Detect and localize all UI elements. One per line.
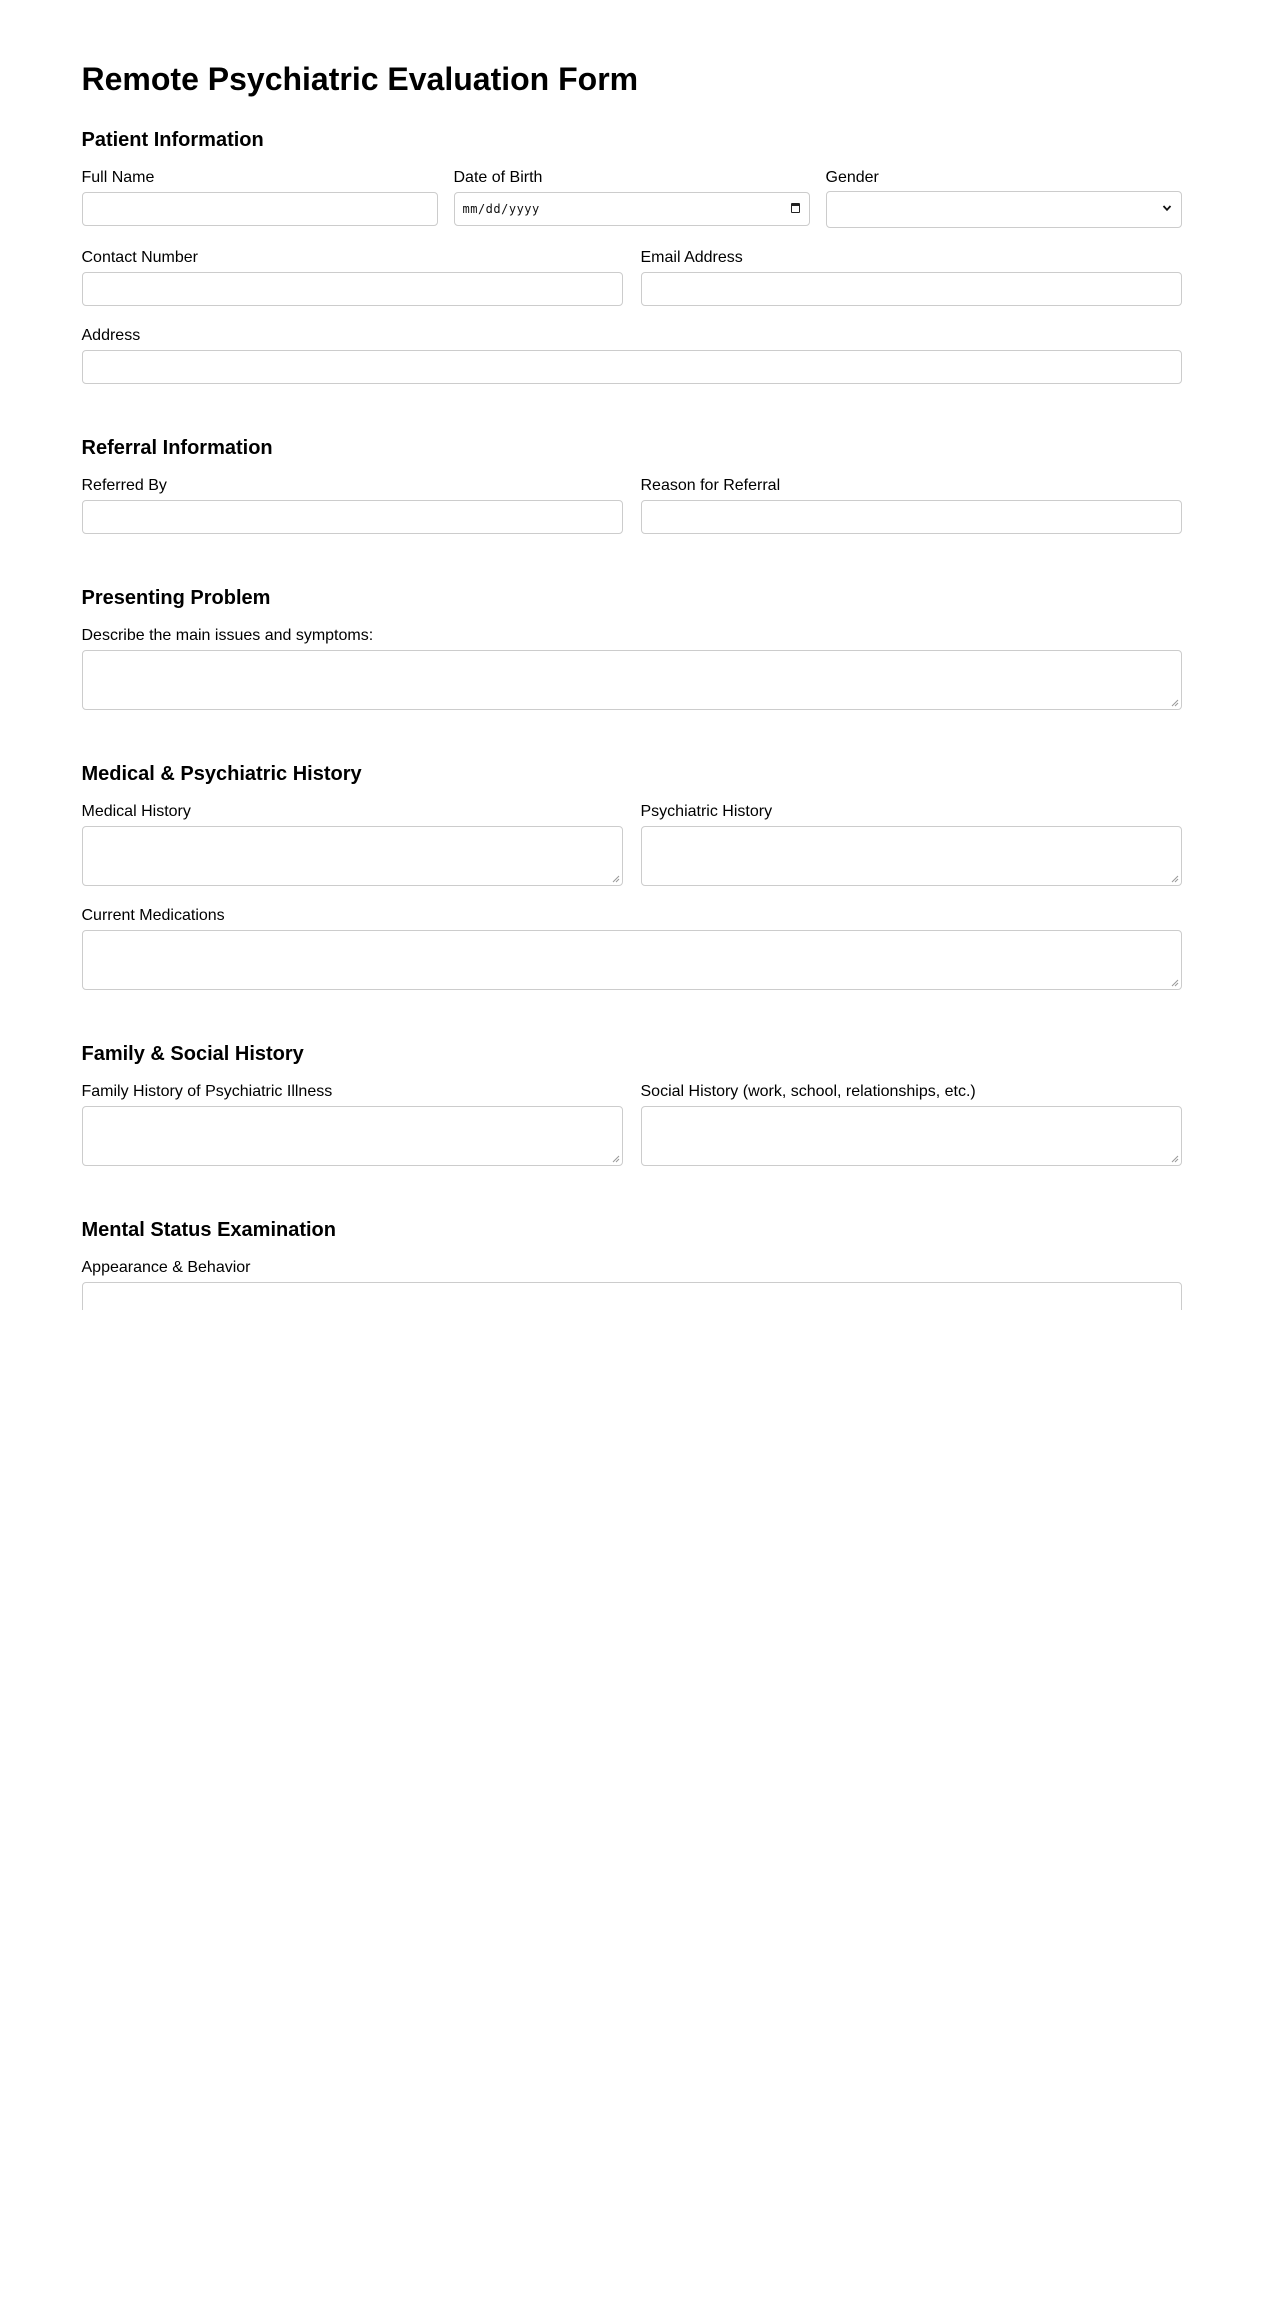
appearance-behavior-label: Appearance & Behavior (81, 1259, 251, 1276)
family-history-group (82, 1082, 623, 1166)
form-row (82, 248, 1182, 326)
presenting-problem-textarea[interactable] (82, 650, 1182, 710)
calendar-icon[interactable] (791, 203, 800, 213)
referred-by-input[interactable] (82, 500, 623, 534)
date-placeholder: mm/dd/yyyy (462, 202, 540, 216)
section-heading: Referral Information (81, 437, 273, 459)
form-row (82, 326, 1182, 404)
resize-grip-icon[interactable] (1171, 699, 1179, 707)
resize-grip-icon[interactable] (1171, 875, 1179, 883)
reason-for-referral-input[interactable] (641, 500, 1182, 534)
section-heading: Mental Status Examination (81, 1219, 336, 1241)
section-heading: Family & Social History (81, 1043, 304, 1065)
section-patient-information (82, 128, 1182, 404)
family-history-textarea[interactable] (82, 1106, 623, 1166)
presenting-problem-label: Describe the main issues and symptoms: (81, 627, 374, 644)
gender-select[interactable] (826, 191, 1182, 228)
resize-grip-icon[interactable] (612, 875, 620, 883)
section-mental-status-examination (82, 1218, 1182, 1310)
reason-for-referral-label: Reason for Referral (640, 477, 781, 494)
section-family-social-history (82, 1042, 1182, 1186)
address-group (82, 326, 1182, 384)
full-name-group (82, 168, 438, 228)
section-medical-psychiatric-history (82, 762, 1182, 1010)
address-label: Address (81, 327, 141, 344)
form-row (82, 1082, 1182, 1186)
email-address-group (641, 248, 1182, 306)
contact-number-label: Contact Number (81, 249, 198, 266)
contact-number-input[interactable] (82, 272, 623, 306)
email-address-label: Email Address (640, 249, 743, 266)
current-medications-textarea[interactable] (82, 930, 1182, 990)
resize-grip-icon[interactable] (1171, 1155, 1179, 1163)
medical-history-label: Medical History (81, 803, 191, 820)
gender-group (826, 168, 1182, 228)
family-history-label: Family History of Psychiatric Illness (81, 1083, 333, 1100)
medical-history-textarea[interactable] (82, 826, 623, 886)
form-row (82, 626, 1182, 730)
appearance-behavior-group (82, 1258, 1182, 1310)
referred-by-label: Referred By (81, 477, 167, 494)
date-of-birth-group (454, 168, 810, 228)
section-referral-information (82, 436, 1182, 554)
form-container (82, 0, 1182, 1310)
referred-by-group (82, 476, 623, 534)
section-presenting-problem (82, 586, 1182, 730)
section-heading: Presenting Problem (81, 587, 271, 609)
contact-number-group (82, 248, 623, 306)
reason-for-referral-group (641, 476, 1182, 534)
gender-label: Gender (825, 169, 879, 186)
psychiatric-history-textarea[interactable] (641, 826, 1182, 886)
address-input[interactable] (82, 350, 1182, 384)
page-title: Remote Psychiatric Evaluation Form (81, 61, 639, 97)
form-row (82, 476, 1182, 554)
appearance-behavior-textarea[interactable] (82, 1282, 1182, 1310)
current-medications-label: Current Medications (81, 907, 225, 924)
form-row (82, 906, 1182, 1010)
form-row (82, 1258, 1182, 1310)
presenting-problem-group (82, 626, 1182, 710)
social-history-label: Social History (work, school, relationships, etc.) (640, 1083, 976, 1100)
section-heading: Medical & Psychiatric History (81, 763, 362, 785)
resize-grip-icon[interactable] (1171, 979, 1179, 987)
social-history-textarea[interactable] (641, 1106, 1182, 1166)
date-of-birth-input[interactable] (454, 192, 810, 226)
chevron-down-icon (1162, 203, 1172, 213)
resize-grip-icon[interactable] (612, 1155, 620, 1163)
form-row (82, 802, 1182, 906)
psychiatric-history-label: Psychiatric History (640, 803, 773, 820)
current-medications-group (82, 906, 1182, 990)
section-heading: Patient Information (81, 129, 264, 151)
social-history-group (641, 1082, 1182, 1166)
medical-history-group (82, 802, 623, 886)
full-name-input[interactable] (82, 192, 438, 226)
email-address-input[interactable] (641, 272, 1182, 306)
date-of-birth-label: Date of Birth (453, 169, 543, 186)
form-row (82, 168, 1182, 248)
psychiatric-history-group (641, 802, 1182, 886)
full-name-label: Full Name (81, 169, 155, 186)
